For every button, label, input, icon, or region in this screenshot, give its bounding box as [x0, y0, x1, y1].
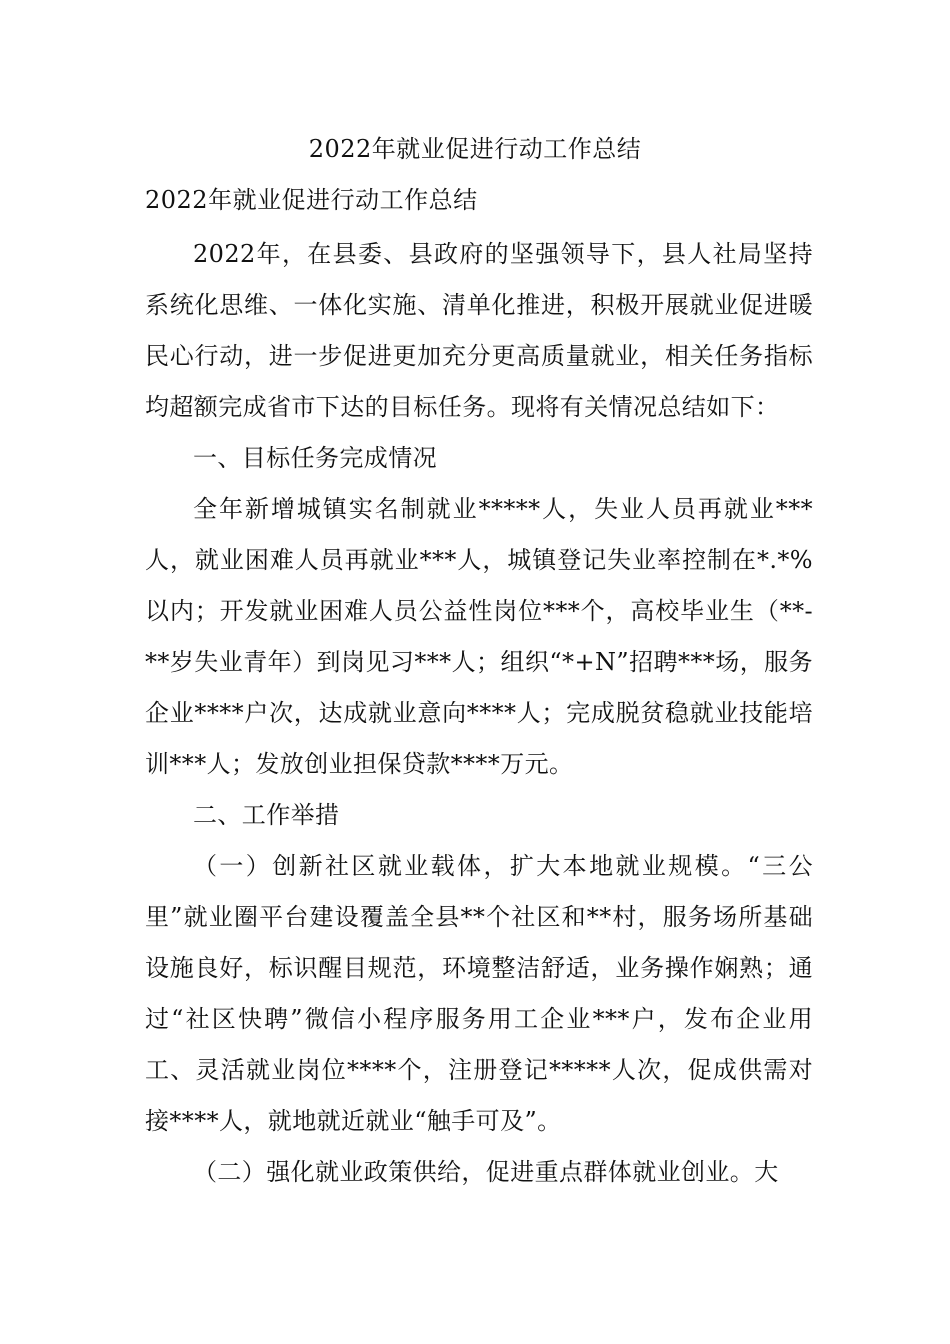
document-body [145, 229, 813, 1198]
targets-paragraph: 全年新增城镇实名制就业*****人，失业人员再就业***人，就业困难人员再就业***人，城镇登记失业率控制在*.*%以内；开发就业困难人员公益性岗位***个，高校毕业生（**-**岁失业青年）到岗见习***人；组织“*+N”招聘***场，服务企业****户次，达成就业意向****人；完成脱贫稳就业技能培训***人；发放创业担保贷款****万元。 [145, 495, 813, 778]
intro-paragraph: 2022年，在县委、县政府的坚强领导下，县人社局坚持系统化思维、一体化实施、清单化推进，积极开展就业促进暖民心行动，进一步促进更加充分更高质量就业，相关任务指标均超额完成省市下达的目标任务。现将有关情况总结如下： [145, 240, 813, 421]
measure-paragraph-2: （二）强化就业政策供给，促进重点群体就业创业。大 [193, 1158, 779, 1186]
measure-paragraph-1: （一）创新社区就业载体，扩大本地就业规模。“三公里”就业圈平台建设覆盖全县**个社区和**村，服务场所基础设施良好，标识醒目规范，环境整洁舒适，业务操作娴熟；通过“社区快聘”微信小程序服务用工企业***户，发布企业用工、灵活就业岗位****个，注册登记*****人次，促成供需对接****人，就地就近就业“触手可及”。 [145, 852, 813, 1135]
document-subtitle: 2022年就业促进行动工作总结 [145, 186, 478, 214]
document-title: 2022年就业促进行动工作总结 [308, 135, 642, 163]
section-heading-targets: 一、目标任务完成情况 [193, 444, 437, 472]
section-heading-measures: 二、工作举措 [193, 801, 340, 829]
